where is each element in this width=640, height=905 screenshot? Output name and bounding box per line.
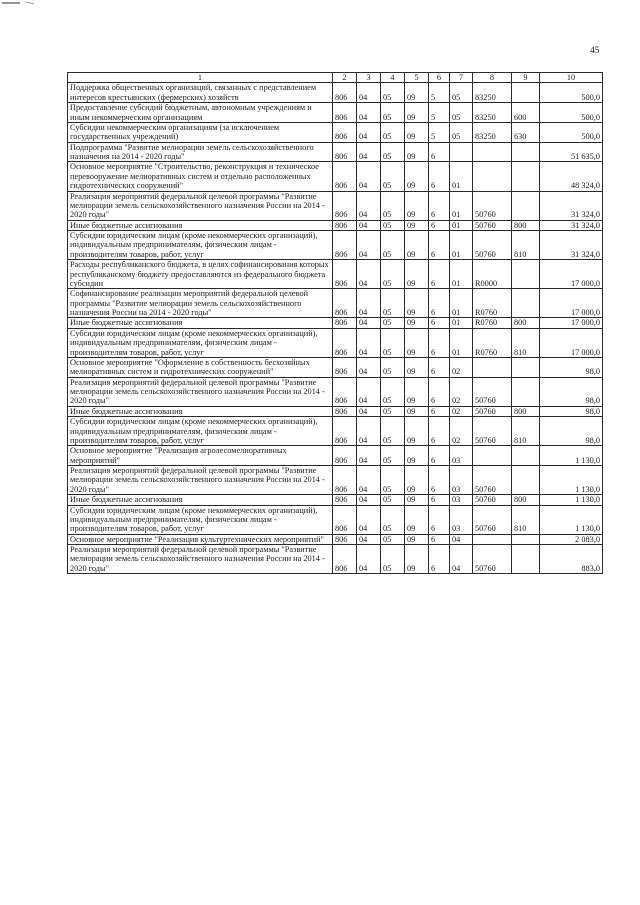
subprogram-code-cell: 6 xyxy=(429,318,450,328)
section-code-cell: 04 xyxy=(357,231,381,260)
direction-code-cell xyxy=(473,142,512,162)
description-cell: Основное мероприятие "Реализация культуртехнических мероприятий" xyxy=(68,534,333,544)
subsection-code-cell: 05 xyxy=(381,83,405,103)
section-code-cell: 04 xyxy=(357,417,381,446)
activity-code-cell: 05 xyxy=(450,122,473,142)
section-code-cell: 04 xyxy=(357,191,381,220)
column-header: 5 xyxy=(405,73,429,83)
expense-type-cell xyxy=(512,357,540,377)
direction-code-cell: R0760 xyxy=(473,328,512,357)
subprogram-code-cell: 6 xyxy=(429,545,450,574)
amount-cell: 17 000,0 xyxy=(540,260,603,289)
column-header: 2 xyxy=(333,73,357,83)
expense-type-cell xyxy=(512,260,540,289)
expense-type-cell: 810 xyxy=(512,231,540,260)
direction-code-cell: 50760 xyxy=(473,377,512,406)
subprogram-code-cell: 6 xyxy=(429,495,450,505)
amount-cell: 98,0 xyxy=(540,406,603,416)
table-row xyxy=(68,534,603,544)
ministry-code-cell: 806 xyxy=(333,357,357,377)
expense-type-cell: 630 xyxy=(512,122,540,142)
amount-cell: 51 635,0 xyxy=(540,142,603,162)
section-code-cell: 04 xyxy=(357,545,381,574)
activity-code-cell: 05 xyxy=(450,103,473,123)
column-header: 9 xyxy=(512,73,540,83)
expense-type-cell: 800 xyxy=(512,318,540,328)
direction-code-cell: 50760 xyxy=(473,406,512,416)
table-body xyxy=(68,83,603,574)
activity-code-cell: 03 xyxy=(450,466,473,495)
ministry-code-cell: 806 xyxy=(333,495,357,505)
section-code-cell: 04 xyxy=(357,466,381,495)
subsection-code-cell: 05 xyxy=(381,191,405,220)
amount-cell: 31 324,0 xyxy=(540,231,603,260)
subsection-code-cell: 05 xyxy=(381,534,405,544)
direction-code-cell xyxy=(473,162,512,191)
section-code-cell: 04 xyxy=(357,220,381,230)
activity-code-cell: 02 xyxy=(450,377,473,406)
amount-cell: 31 324,0 xyxy=(540,191,603,220)
description-cell: Софинансирование реализации мероприятий федеральной целевой программы "Развитие мелиорации земель сельскохозяйственного назначения России на 2014 - 2020 годы" xyxy=(68,289,333,318)
description-cell: Субсидии юридическим лицам (кроме некоммерческих организаций), индивидуальным предпринимателям, физическим лицам - производителям товаров, работ, услуг xyxy=(68,417,333,446)
program-code-cell: 09 xyxy=(405,446,429,466)
ministry-code-cell: 806 xyxy=(333,417,357,446)
activity-code-cell: 01 xyxy=(450,318,473,328)
table-row xyxy=(68,83,603,103)
program-code-cell: 09 xyxy=(405,191,429,220)
table-row xyxy=(68,417,603,446)
table-row xyxy=(68,446,603,466)
expense-type-cell xyxy=(512,83,540,103)
table-row xyxy=(68,406,603,416)
subprogram-code-cell: 6 xyxy=(429,260,450,289)
table-row xyxy=(68,318,603,328)
ministry-code-cell: 806 xyxy=(333,545,357,574)
expense-type-cell xyxy=(512,466,540,495)
subprogram-code-cell: 6 xyxy=(429,162,450,191)
direction-code-cell: 50760 xyxy=(473,231,512,260)
ministry-code-cell: 806 xyxy=(333,318,357,328)
table-row xyxy=(68,466,603,495)
subsection-code-cell: 05 xyxy=(381,446,405,466)
direction-code-cell: R0760 xyxy=(473,289,512,318)
program-code-cell: 09 xyxy=(405,318,429,328)
program-code-cell: 09 xyxy=(405,505,429,534)
subsection-code-cell: 05 xyxy=(381,289,405,318)
activity-code-cell: 01 xyxy=(450,220,473,230)
program-code-cell: 09 xyxy=(405,231,429,260)
section-code-cell: 04 xyxy=(357,122,381,142)
ministry-code-cell: 806 xyxy=(333,83,357,103)
program-code-cell: 09 xyxy=(405,466,429,495)
program-code-cell: 09 xyxy=(405,357,429,377)
description-cell: Реализация мероприятий федеральной целевой программы "Развитие мелиорации земель сельскохозяйственного назначения России на 2014 - 2020 годы" xyxy=(68,466,333,495)
table-row xyxy=(68,505,603,534)
table-row xyxy=(68,220,603,230)
scan-corner-mark xyxy=(2,0,42,6)
program-code-cell: 09 xyxy=(405,328,429,357)
subprogram-code-cell: 6 xyxy=(429,191,450,220)
amount-cell: 883,0 xyxy=(540,545,603,574)
description-cell: Основное мероприятие "Реализация агролесомелиоративных мероприятий" xyxy=(68,446,333,466)
column-header: 3 xyxy=(357,73,381,83)
description-cell: Иные бюджетные ассигнования xyxy=(68,406,333,416)
table-row xyxy=(68,495,603,505)
description-cell: Субсидии юридическим лицам (кроме некоммерческих организаций), индивидуальным предпринимателям, физическим лицам - производителям товаров, работ, услуг xyxy=(68,328,333,357)
program-code-cell: 09 xyxy=(405,377,429,406)
direction-code-cell: R0760 xyxy=(473,318,512,328)
expense-type-cell: 800 xyxy=(512,406,540,416)
ministry-code-cell: 806 xyxy=(333,142,357,162)
section-code-cell: 04 xyxy=(357,260,381,289)
subprogram-code-cell: 6 xyxy=(429,377,450,406)
program-code-cell: 09 xyxy=(405,417,429,446)
amount-cell: 1 130,0 xyxy=(540,505,603,534)
section-code-cell: 04 xyxy=(357,142,381,162)
program-code-cell: 09 xyxy=(405,142,429,162)
direction-code-cell: 83250 xyxy=(473,103,512,123)
activity-code-cell: 01 xyxy=(450,328,473,357)
section-code-cell: 04 xyxy=(357,446,381,466)
expense-type-cell: 800 xyxy=(512,220,540,230)
direction-code-cell: 50760 xyxy=(473,545,512,574)
subsection-code-cell: 05 xyxy=(381,495,405,505)
subprogram-code-cell: 6 xyxy=(429,328,450,357)
activity-code-cell: 02 xyxy=(450,417,473,446)
section-code-cell: 04 xyxy=(357,289,381,318)
column-header: 4 xyxy=(381,73,405,83)
ministry-code-cell: 806 xyxy=(333,220,357,230)
amount-cell: 500,0 xyxy=(540,83,603,103)
program-code-cell: 09 xyxy=(405,495,429,505)
direction-code-cell: 50760 xyxy=(473,417,512,446)
description-cell: Реализация мероприятий федеральной целевой программы "Развитие мелиорации земель сельскохозяйственного назначения России на 2014 - 2020 годы" xyxy=(68,191,333,220)
expense-type-cell xyxy=(512,289,540,318)
subprogram-code-cell: 5 xyxy=(429,83,450,103)
description-cell: Основное мероприятие "Оформление в собственность бесхозяйных мелиоративных систем и гидротехнических сооружений" xyxy=(68,357,333,377)
section-code-cell: 04 xyxy=(357,83,381,103)
column-header: 6 xyxy=(429,73,450,83)
activity-code-cell xyxy=(450,142,473,162)
subprogram-code-cell: 6 xyxy=(429,534,450,544)
activity-code-cell: 01 xyxy=(450,162,473,191)
table-row xyxy=(68,103,603,123)
column-header: 10 xyxy=(540,73,603,83)
direction-code-cell: 50760 xyxy=(473,505,512,534)
subprogram-code-cell: 6 xyxy=(429,446,450,466)
budget-table xyxy=(67,72,603,574)
description-cell: Субсидии юридическим лицам (кроме некоммерческих организаций), индивидуальным предпринимателям, физическим лицам - производителям товаров, работ, услуг xyxy=(68,231,333,260)
section-code-cell: 04 xyxy=(357,318,381,328)
ministry-code-cell: 806 xyxy=(333,377,357,406)
program-code-cell: 09 xyxy=(405,103,429,123)
subsection-code-cell: 05 xyxy=(381,545,405,574)
amount-cell: 31 324,0 xyxy=(540,220,603,230)
table-row xyxy=(68,191,603,220)
program-code-cell: 09 xyxy=(405,289,429,318)
activity-code-cell: 01 xyxy=(450,260,473,289)
subprogram-code-cell: 6 xyxy=(429,357,450,377)
amount-cell: 17 000,0 xyxy=(540,289,603,318)
table-row xyxy=(68,260,603,289)
description-cell: Поддержка общественных организаций, связанных с представлением интересов крестьянских (фермерских) хозяйств xyxy=(68,83,333,103)
subsection-code-cell: 05 xyxy=(381,406,405,416)
table-row xyxy=(68,377,603,406)
ministry-code-cell: 806 xyxy=(333,103,357,123)
description-cell: Субсидии некоммерческим организациям (за исключением государственных учреждений) xyxy=(68,122,333,142)
description-cell: Расходы республиканского бюджета, в целях софинансирования которых республиканскому бюджету предоставляются из федерального бюджета субсидии xyxy=(68,260,333,289)
ministry-code-cell: 806 xyxy=(333,122,357,142)
direction-code-cell: 50760 xyxy=(473,466,512,495)
ministry-code-cell: 806 xyxy=(333,328,357,357)
activity-code-cell: 05 xyxy=(450,83,473,103)
amount-cell: 98,0 xyxy=(540,357,603,377)
ministry-code-cell: 806 xyxy=(333,260,357,289)
program-code-cell: 09 xyxy=(405,260,429,289)
table-row xyxy=(68,231,603,260)
section-code-cell: 04 xyxy=(357,534,381,544)
direction-code-cell: 50760 xyxy=(473,191,512,220)
subprogram-code-cell: 5 xyxy=(429,103,450,123)
subsection-code-cell: 05 xyxy=(381,466,405,495)
subprogram-code-cell: 6 xyxy=(429,417,450,446)
subsection-code-cell: 05 xyxy=(381,142,405,162)
table-row xyxy=(68,162,603,191)
section-code-cell: 04 xyxy=(357,505,381,534)
expense-type-cell xyxy=(512,142,540,162)
subprogram-code-cell: 6 xyxy=(429,505,450,534)
activity-code-cell: 03 xyxy=(450,495,473,505)
activity-code-cell: 01 xyxy=(450,231,473,260)
subsection-code-cell: 05 xyxy=(381,220,405,230)
ministry-code-cell: 806 xyxy=(333,505,357,534)
program-code-cell: 09 xyxy=(405,534,429,544)
program-code-cell: 09 xyxy=(405,545,429,574)
expense-type-cell xyxy=(512,377,540,406)
section-code-cell: 04 xyxy=(357,406,381,416)
activity-code-cell: 02 xyxy=(450,357,473,377)
section-code-cell: 04 xyxy=(357,162,381,191)
subprogram-code-cell: 6 xyxy=(429,406,450,416)
direction-code-cell: 50760 xyxy=(473,495,512,505)
direction-code-cell xyxy=(473,357,512,377)
subprogram-code-cell: 6 xyxy=(429,289,450,318)
expense-type-cell: 600 xyxy=(512,103,540,123)
subsection-code-cell: 05 xyxy=(381,328,405,357)
subsection-code-cell: 05 xyxy=(381,417,405,446)
description-cell: Субсидии юридическим лицам (кроме некоммерческих организаций), индивидуальным предпринимателям, физическим лицам - производителям товаров, работ, услуг xyxy=(68,505,333,534)
ministry-code-cell: 806 xyxy=(333,162,357,191)
direction-code-cell: R0000 xyxy=(473,260,512,289)
amount-cell: 98,0 xyxy=(540,377,603,406)
ministry-code-cell: 806 xyxy=(333,406,357,416)
expense-type-cell xyxy=(512,446,540,466)
column-header: 8 xyxy=(473,73,512,83)
expense-type-cell: 810 xyxy=(512,505,540,534)
budget-table-container xyxy=(67,72,603,574)
table-row xyxy=(68,289,603,318)
description-cell: Подпрограмма "Развитие мелиорации земель сельскохозяйственного назначения на 2014 - 2020 годы" xyxy=(68,142,333,162)
ministry-code-cell: 806 xyxy=(333,231,357,260)
section-code-cell: 04 xyxy=(357,377,381,406)
amount-cell: 48 324,0 xyxy=(540,162,603,191)
ministry-code-cell: 806 xyxy=(333,466,357,495)
description-cell: Иные бюджетные ассигнования xyxy=(68,220,333,230)
amount-cell: 17 000,0 xyxy=(540,328,603,357)
expense-type-cell xyxy=(512,534,540,544)
program-code-cell: 09 xyxy=(405,220,429,230)
section-code-cell: 04 xyxy=(357,357,381,377)
direction-code-cell: 50760 xyxy=(473,220,512,230)
amount-cell: 17 000,0 xyxy=(540,318,603,328)
activity-code-cell: 03 xyxy=(450,446,473,466)
subsection-code-cell: 05 xyxy=(381,103,405,123)
description-cell: Иные бюджетные ассигнования xyxy=(68,495,333,505)
table-row xyxy=(68,545,603,574)
section-code-cell: 04 xyxy=(357,328,381,357)
expense-type-cell xyxy=(512,545,540,574)
program-code-cell: 09 xyxy=(405,406,429,416)
amount-cell: 500,0 xyxy=(540,122,603,142)
ministry-code-cell: 806 xyxy=(333,191,357,220)
activity-code-cell: 04 xyxy=(450,534,473,544)
expense-type-cell xyxy=(512,191,540,220)
activity-code-cell: 04 xyxy=(450,545,473,574)
page-number: 45 xyxy=(590,46,600,56)
expense-type-cell: 810 xyxy=(512,328,540,357)
subsection-code-cell: 05 xyxy=(381,260,405,289)
expense-type-cell: 800 xyxy=(512,495,540,505)
amount-cell: 1 130,0 xyxy=(540,495,603,505)
ministry-code-cell: 806 xyxy=(333,534,357,544)
subsection-code-cell: 05 xyxy=(381,122,405,142)
table-row xyxy=(68,142,603,162)
amount-cell: 1 130,0 xyxy=(540,446,603,466)
subprogram-code-cell: 5 xyxy=(429,122,450,142)
direction-code-cell xyxy=(473,446,512,466)
subsection-code-cell: 05 xyxy=(381,505,405,534)
direction-code-cell xyxy=(473,534,512,544)
description-cell: Предоставление субсидий бюджетным, автономным учреждениям и иным некоммерческим организациям xyxy=(68,103,333,123)
subprogram-code-cell: 6 xyxy=(429,466,450,495)
description-cell: Иные бюджетные ассигнования xyxy=(68,318,333,328)
program-code-cell: 09 xyxy=(405,162,429,191)
section-code-cell: 04 xyxy=(357,495,381,505)
ministry-code-cell: 806 xyxy=(333,289,357,318)
activity-code-cell: 01 xyxy=(450,191,473,220)
subsection-code-cell: 05 xyxy=(381,377,405,406)
table-row xyxy=(68,122,603,142)
subsection-code-cell: 05 xyxy=(381,231,405,260)
column-header: 7 xyxy=(450,73,473,83)
section-code-cell: 04 xyxy=(357,103,381,123)
column-number-row xyxy=(68,73,603,83)
amount-cell: 98,0 xyxy=(540,417,603,446)
amount-cell: 2 083,0 xyxy=(540,534,603,544)
column-header: 1 xyxy=(68,73,333,83)
subsection-code-cell: 05 xyxy=(381,357,405,377)
description-cell: Основное мероприятие "Строительство, реконструкция и техническое перевооружение мелиоративных систем и отдельно расположенных гидротехнических сооружений" xyxy=(68,162,333,191)
activity-code-cell: 03 xyxy=(450,505,473,534)
amount-cell: 500,0 xyxy=(540,103,603,123)
activity-code-cell: 02 xyxy=(450,406,473,416)
expense-type-cell: 810 xyxy=(512,417,540,446)
activity-code-cell: 01 xyxy=(450,289,473,318)
subsection-code-cell: 05 xyxy=(381,318,405,328)
subprogram-code-cell: 6 xyxy=(429,220,450,230)
program-code-cell: 09 xyxy=(405,122,429,142)
subprogram-code-cell: 6 xyxy=(429,142,450,162)
subsection-code-cell: 05 xyxy=(381,162,405,191)
description-cell: Реализация мероприятий федеральной целевой программы "Развитие мелиорации земель сельскохозяйственного назначения России на 2014 - 2020 годы" xyxy=(68,545,333,574)
program-code-cell: 09 xyxy=(405,83,429,103)
amount-cell: 1 130,0 xyxy=(540,466,603,495)
direction-code-cell: 83250 xyxy=(473,122,512,142)
ministry-code-cell: 806 xyxy=(333,446,357,466)
table-row xyxy=(68,357,603,377)
table-row xyxy=(68,328,603,357)
subprogram-code-cell: 6 xyxy=(429,231,450,260)
description-cell: Реализация мероприятий федеральной целевой программы "Развитие мелиорации земель сельскохозяйственного назначения России на 2014 - 2020 годы" xyxy=(68,377,333,406)
direction-code-cell: 83250 xyxy=(473,83,512,103)
expense-type-cell xyxy=(512,162,540,191)
